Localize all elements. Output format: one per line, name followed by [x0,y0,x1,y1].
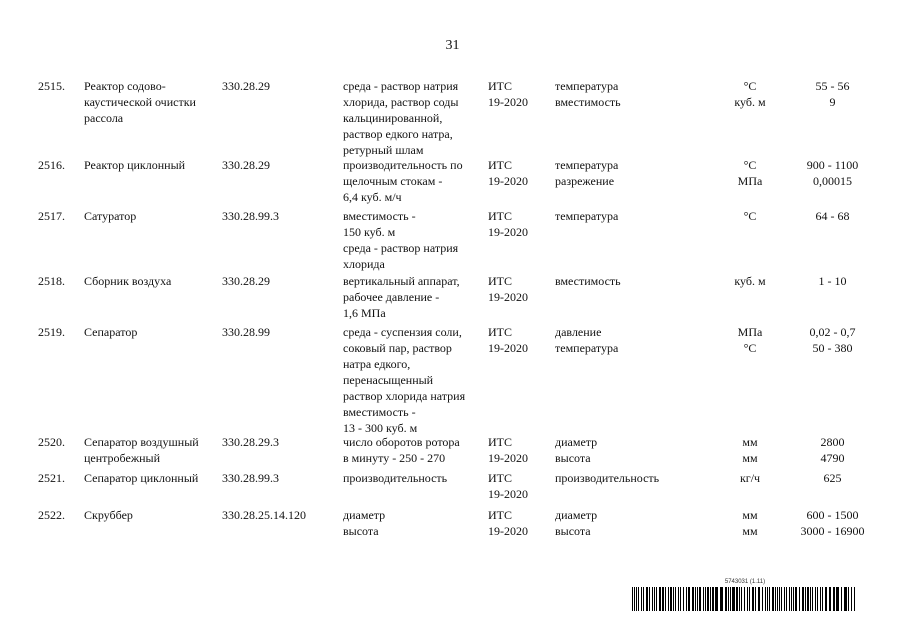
barcode-bar [641,587,642,611]
equipment-description: диаметр высота [343,508,386,538]
okpd-code: 330.28.99.3 [222,209,279,223]
barcode-bars [632,587,858,611]
parameter-units: °С МПа [737,158,763,188]
barcode-bar [805,587,806,611]
barcode-bar [799,587,800,611]
equipment-name: Сепаратор циклонный [84,471,199,485]
barcode-bar [692,587,694,611]
barcode-bar [767,587,768,611]
parameter-units: мм мм [742,508,758,538]
barcode-bar [747,587,748,611]
barcode-bar [720,587,723,611]
barcode-bar [712,587,714,611]
barcode-bar [730,587,731,611]
barcode-bar [656,587,657,611]
barcode-bar [812,587,813,611]
equipment-description: среда - раствор натрия хлорида, раствор соды кальцинированной, раствор едкого натра, ретурный шлам [343,79,459,157]
row-number: 2518. [38,274,65,288]
barcode-bar [789,587,790,611]
barcode-bar [755,587,756,611]
barcode-bar [781,587,782,611]
parameter-values: 2800 4790 [820,435,845,465]
row-number: 2517. [38,209,65,223]
barcode-bar [765,587,766,611]
parameter-names: температура вместимость [555,79,621,109]
okpd-code: 330.28.25.14.120 [222,508,306,522]
equipment-name: Скруббер [84,508,133,522]
barcode-bar [728,587,729,611]
okpd-code: 330.28.29 [222,158,270,172]
parameter-units: куб. м [734,274,766,288]
okpd-code: 330.28.29 [222,274,270,288]
barcode-bar [784,587,785,611]
barcode-bar [680,587,681,611]
row-number: 2522. [38,508,65,522]
barcode-bar [769,587,770,611]
barcode-bar [779,587,780,611]
barcode-bar [833,587,835,611]
barcode-bar [686,587,687,611]
barcode-bar [654,587,655,611]
parameter-values: 64 - 68 [815,209,850,223]
barcode-bar [703,587,704,611]
page-number: 31 [445,38,460,53]
barcode-bar [775,587,776,611]
barcode-bar [741,587,742,611]
barcode-bar [841,587,842,611]
barcode-bar [634,587,635,611]
barcode-bar [715,587,718,611]
barcode-bar [678,587,679,611]
barcode-bar [749,587,750,611]
barcode-bar [807,587,809,611]
barcode-bar [659,587,661,611]
its-reference: ИТС 19-2020 [488,435,528,465]
barcode-bar [810,587,811,611]
parameter-names: давление температура [555,325,619,355]
barcode-bar [744,587,745,611]
okpd-code: 330.28.99.3 [222,471,279,485]
barcode-bar [752,587,754,611]
barcode-bar [725,587,727,611]
parameter-names: производительность [555,471,660,485]
parameter-values: 55 - 56 9 [815,79,850,109]
barcode-bar [665,587,666,611]
parameter-names: диаметр высота [555,508,598,538]
parameter-units: °С [743,209,757,223]
barcode-bar [815,587,816,611]
barcode-bar [646,587,648,611]
barcode-bar [683,587,684,611]
barcode-bar [777,587,778,611]
barcode-bar [836,587,839,611]
barcode-bar [688,587,690,611]
parameter-names: температура разрежение [555,158,619,188]
barcode-bar [822,587,823,611]
its-reference: ИТС 19-2020 [488,471,528,501]
row-number: 2519. [38,325,65,339]
equipment-description: производительность по щелочным стокам - 6,4 куб. м/ч [343,158,463,204]
barcode-bar [643,587,644,611]
barcode-bar [668,587,669,611]
barcode-bar [795,587,797,611]
row-number: 2515. [38,79,65,93]
barcode-bar [851,587,852,611]
barcode-bar [791,587,792,611]
barcode-bar [829,587,831,611]
okpd-code: 330.28.99 [222,325,270,339]
barcode-bar [632,587,633,611]
barcode-bar [825,587,827,611]
barcode-bar [697,587,698,611]
parameter-units: мм мм [742,435,758,465]
parameter-names: диаметр высота [555,435,598,465]
barcode-bar [739,587,740,611]
barcode-bar [758,587,760,611]
parameter-values: 1 - 10 [818,274,847,288]
equipment-description: вертикальный аппарат, рабочее давление - 1,6 МПа [343,274,460,320]
equipment-description: число оборотов ротора в минуту - 250 - 270 [343,435,460,465]
barcode-bar [638,587,639,611]
equipment-description: вместимость - 150 куб. м среда - раствор натрия хлорида [343,209,459,271]
barcode-bar [636,587,637,611]
equipment-name: Сепаратор [84,325,138,339]
barcode-bar [762,587,763,611]
row-number: 2521. [38,471,65,485]
its-reference: ИТС 19-2020 [488,158,528,188]
barcode-bar [699,587,701,611]
barcode-bar [662,587,664,611]
okpd-code: 330.28.29.3 [222,435,279,449]
barcode-bar [793,587,794,611]
its-reference: ИТС 19-2020 [488,508,528,538]
barcode-bar [854,587,855,611]
its-reference: ИТС 19-2020 [488,274,528,304]
barcode-bar [844,587,847,611]
parameter-values: 0,02 - 0,7 50 - 380 [809,325,856,355]
barcode-bar [705,587,706,611]
parameter-units: кг/ч [739,471,761,485]
barcode-label: 5743031 (1.11) [724,579,766,585]
row-number: 2516. [38,158,65,172]
barcode-bar [820,587,821,611]
barcode-bar [772,587,774,611]
parameter-values: 625 [823,471,842,485]
its-reference: ИТС 19-2020 [488,79,528,109]
barcode-bar [675,587,676,611]
barcode-bar [802,587,804,611]
barcode-bar [649,587,650,611]
barcode-bar [786,587,787,611]
equipment-name: Реактор содово- каустической очистки рассола [84,79,196,125]
barcode-bar [670,587,672,611]
parameter-units: °С куб. м [734,79,766,109]
barcode-bar [710,587,711,611]
barcode-bar [732,587,735,611]
its-reference: ИТС 19-2020 [488,325,528,355]
barcode-bar [673,587,674,611]
parameter-units: МПа °С [737,325,763,355]
okpd-code: 330.28.29 [222,79,270,93]
row-number: 2520. [38,435,65,449]
equipment-name: Сатуратор [84,209,137,223]
parameter-values: 600 - 1500 3000 - 16900 [800,508,865,538]
parameter-names: температура [555,209,619,223]
parameter-values: 900 - 1100 0,00015 [806,158,859,188]
barcode-bar [817,587,818,611]
equipment-description: среда - суспензия соли, соковый пар, раствор натра едкого, перенасыщенный раствор хлорида натрия вместимость - 13 - 300 куб. м [343,325,466,435]
barcode-bar [848,587,849,611]
barcode-bar [736,587,738,611]
equipment-name: Реактор циклонный [84,158,186,172]
equipment-name: Сепаратор воздушный центробежный [84,435,199,465]
parameter-names: вместимость [555,274,621,288]
equipment-name: Сборник воздуха [84,274,172,288]
equipment-description: производительность [343,471,448,485]
barcode-bar [695,587,696,611]
its-reference: ИТС 19-2020 [488,209,528,239]
barcode-bar [707,587,709,611]
barcode-bar [652,587,653,611]
barcode [632,578,858,612]
